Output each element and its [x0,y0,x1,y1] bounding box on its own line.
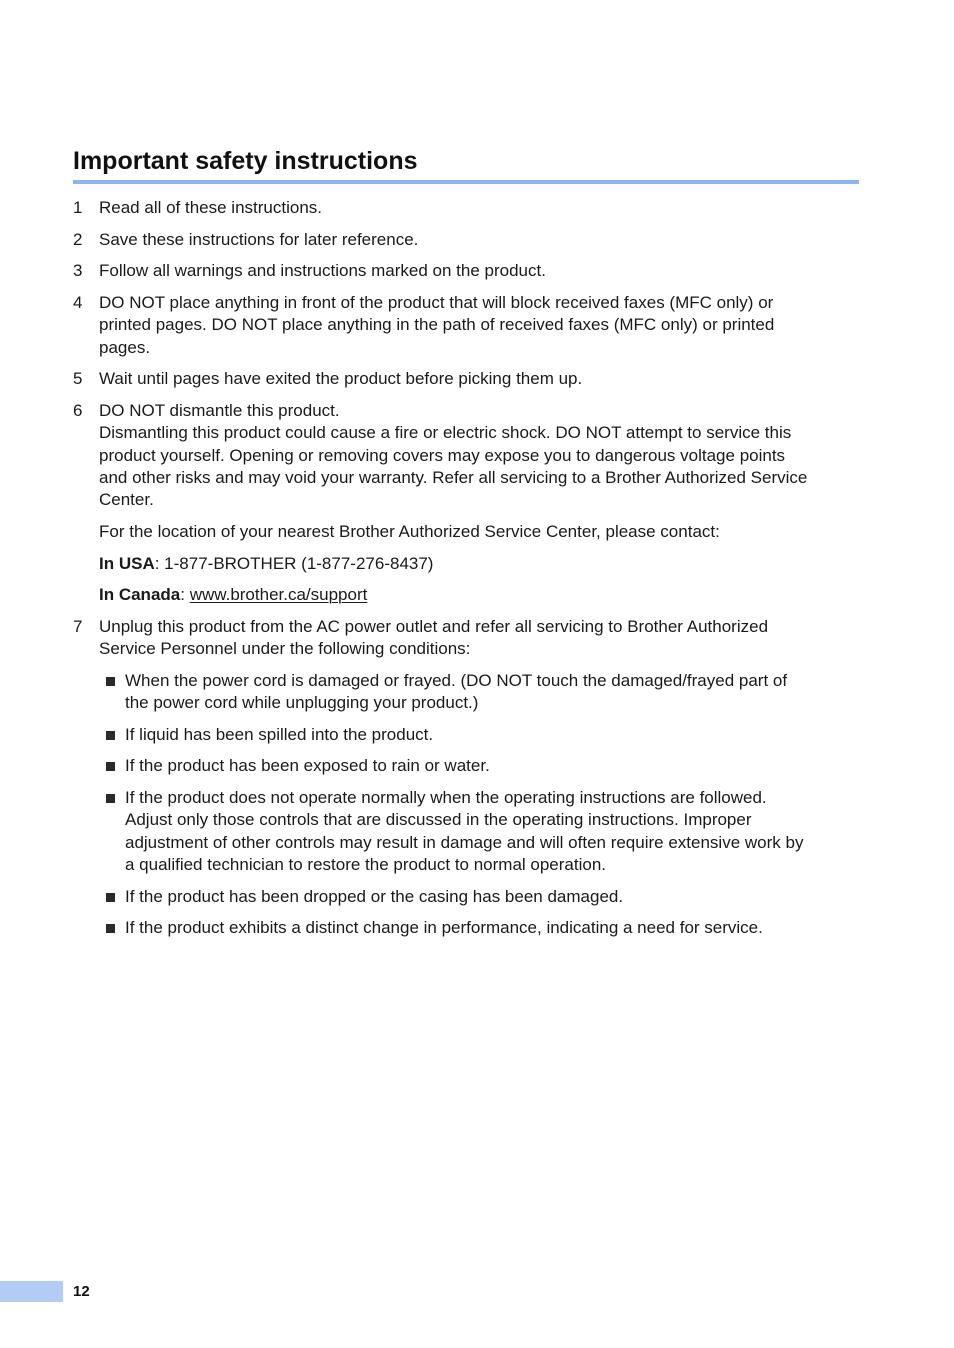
contact-canada [99,584,863,606]
page-number: 12 [73,1283,90,1300]
condition-text: adjustment of other controls may result in damage and will often require extensive work by [125,832,804,852]
condition-item [106,755,863,777]
instruction-list [73,197,863,958]
item-text: Unplug this product from the AC power outlet and refer all servicing to Brother Authorized [99,616,769,636]
item-number: 1 [73,198,83,217]
item-detail: product yourself. Opening or removing covers may expose you to dangerous voltage points [99,445,786,465]
item-number: 6 [73,400,83,420]
item-text: Follow all warnings and instructions marked on the product. [99,261,546,281]
condition-text: If the product has been dropped or the casing has been damaged. [125,886,624,906]
canada-separator: : [180,585,190,605]
square-bullet-icon [106,924,115,933]
instruction-item-1 [73,197,863,219]
condition-item [106,787,863,877]
instruction-item-3 [73,260,863,282]
item-detail: and other risks and may void your warranty. Refer all servicing to a Brother Authorized Service [99,468,808,487]
item-text: Service Personnel under the following conditions: [99,639,471,659]
condition-list [106,670,863,940]
condition-text: If liquid has been spilled into the product. [125,724,434,744]
instruction-item-6 [73,400,863,607]
condition-text: a qualified technician to restore the product to normal operation. [125,855,607,875]
canada-label: In Canada [99,585,181,605]
instruction-item-7 [73,616,863,949]
condition-text: Adjust only those controls that are discussed in the operating instructions. Improper [125,810,752,830]
item-text: Read all of these instructions. [99,198,323,217]
condition-text: If the product exhibits a distinct change in performance, indicating a need for service. [125,918,763,938]
canada-support-link[interactable]: www.brother.ca/support [189,585,368,605]
page-footer-tab [0,1281,63,1302]
usa-phone: : 1-877-BROTHER (1-877-276-8437) [154,553,434,573]
item-text: pages. [99,337,151,357]
square-bullet-icon [106,731,115,740]
item-text: DO NOT dismantle this product. [99,400,340,420]
item-detail: Center. [99,490,154,510]
usa-label: In USA [99,553,155,573]
instruction-item-5 [73,368,863,390]
item-number: 5 [73,369,83,389]
instruction-item-4 [73,292,863,359]
item-detail: Dismantling this product could cause a fire or electric shock. DO NOT attempt to service this [99,423,792,443]
item-number: 2 [73,229,83,249]
contact-intro: For the location of your nearest Brother Authorized Service Center, please contact: [99,522,720,541]
condition-text: If the product does not operate normally when the operating instructions are followed. [125,787,767,807]
square-bullet-icon [106,893,115,902]
square-bullet-icon [106,677,115,686]
item-text: DO NOT place anything in front of the product that will block received faxes (MFC only) or [99,292,774,312]
item-number: 3 [73,261,83,281]
condition-text: If the product has been exposed to rain or water. [125,756,490,776]
instruction-item-2 [73,229,863,251]
item-number: 7 [73,616,83,636]
condition-item [106,724,863,746]
condition-text: When the power cord is damaged or frayed. (DO NOT touch the damaged/frayed part of [125,670,788,690]
condition-item [106,886,863,908]
condition-item [106,917,863,939]
square-bullet-icon [106,794,115,803]
title-underline [73,180,859,184]
square-bullet-icon [106,762,115,771]
item-text: printed pages. DO NOT place anything in the path of received faxes (MFC only) or printed [99,315,775,335]
item-number: 4 [73,292,83,312]
page-title: Important safety instructions [73,147,418,175]
item-text: Wait until pages have exited the product before picking them up. [99,369,583,389]
contact-usa [99,553,863,575]
condition-item [106,670,863,715]
item-text: Save these instructions for later reference. [99,229,419,249]
condition-text: the power cord while unplugging your product.) [125,693,479,713]
